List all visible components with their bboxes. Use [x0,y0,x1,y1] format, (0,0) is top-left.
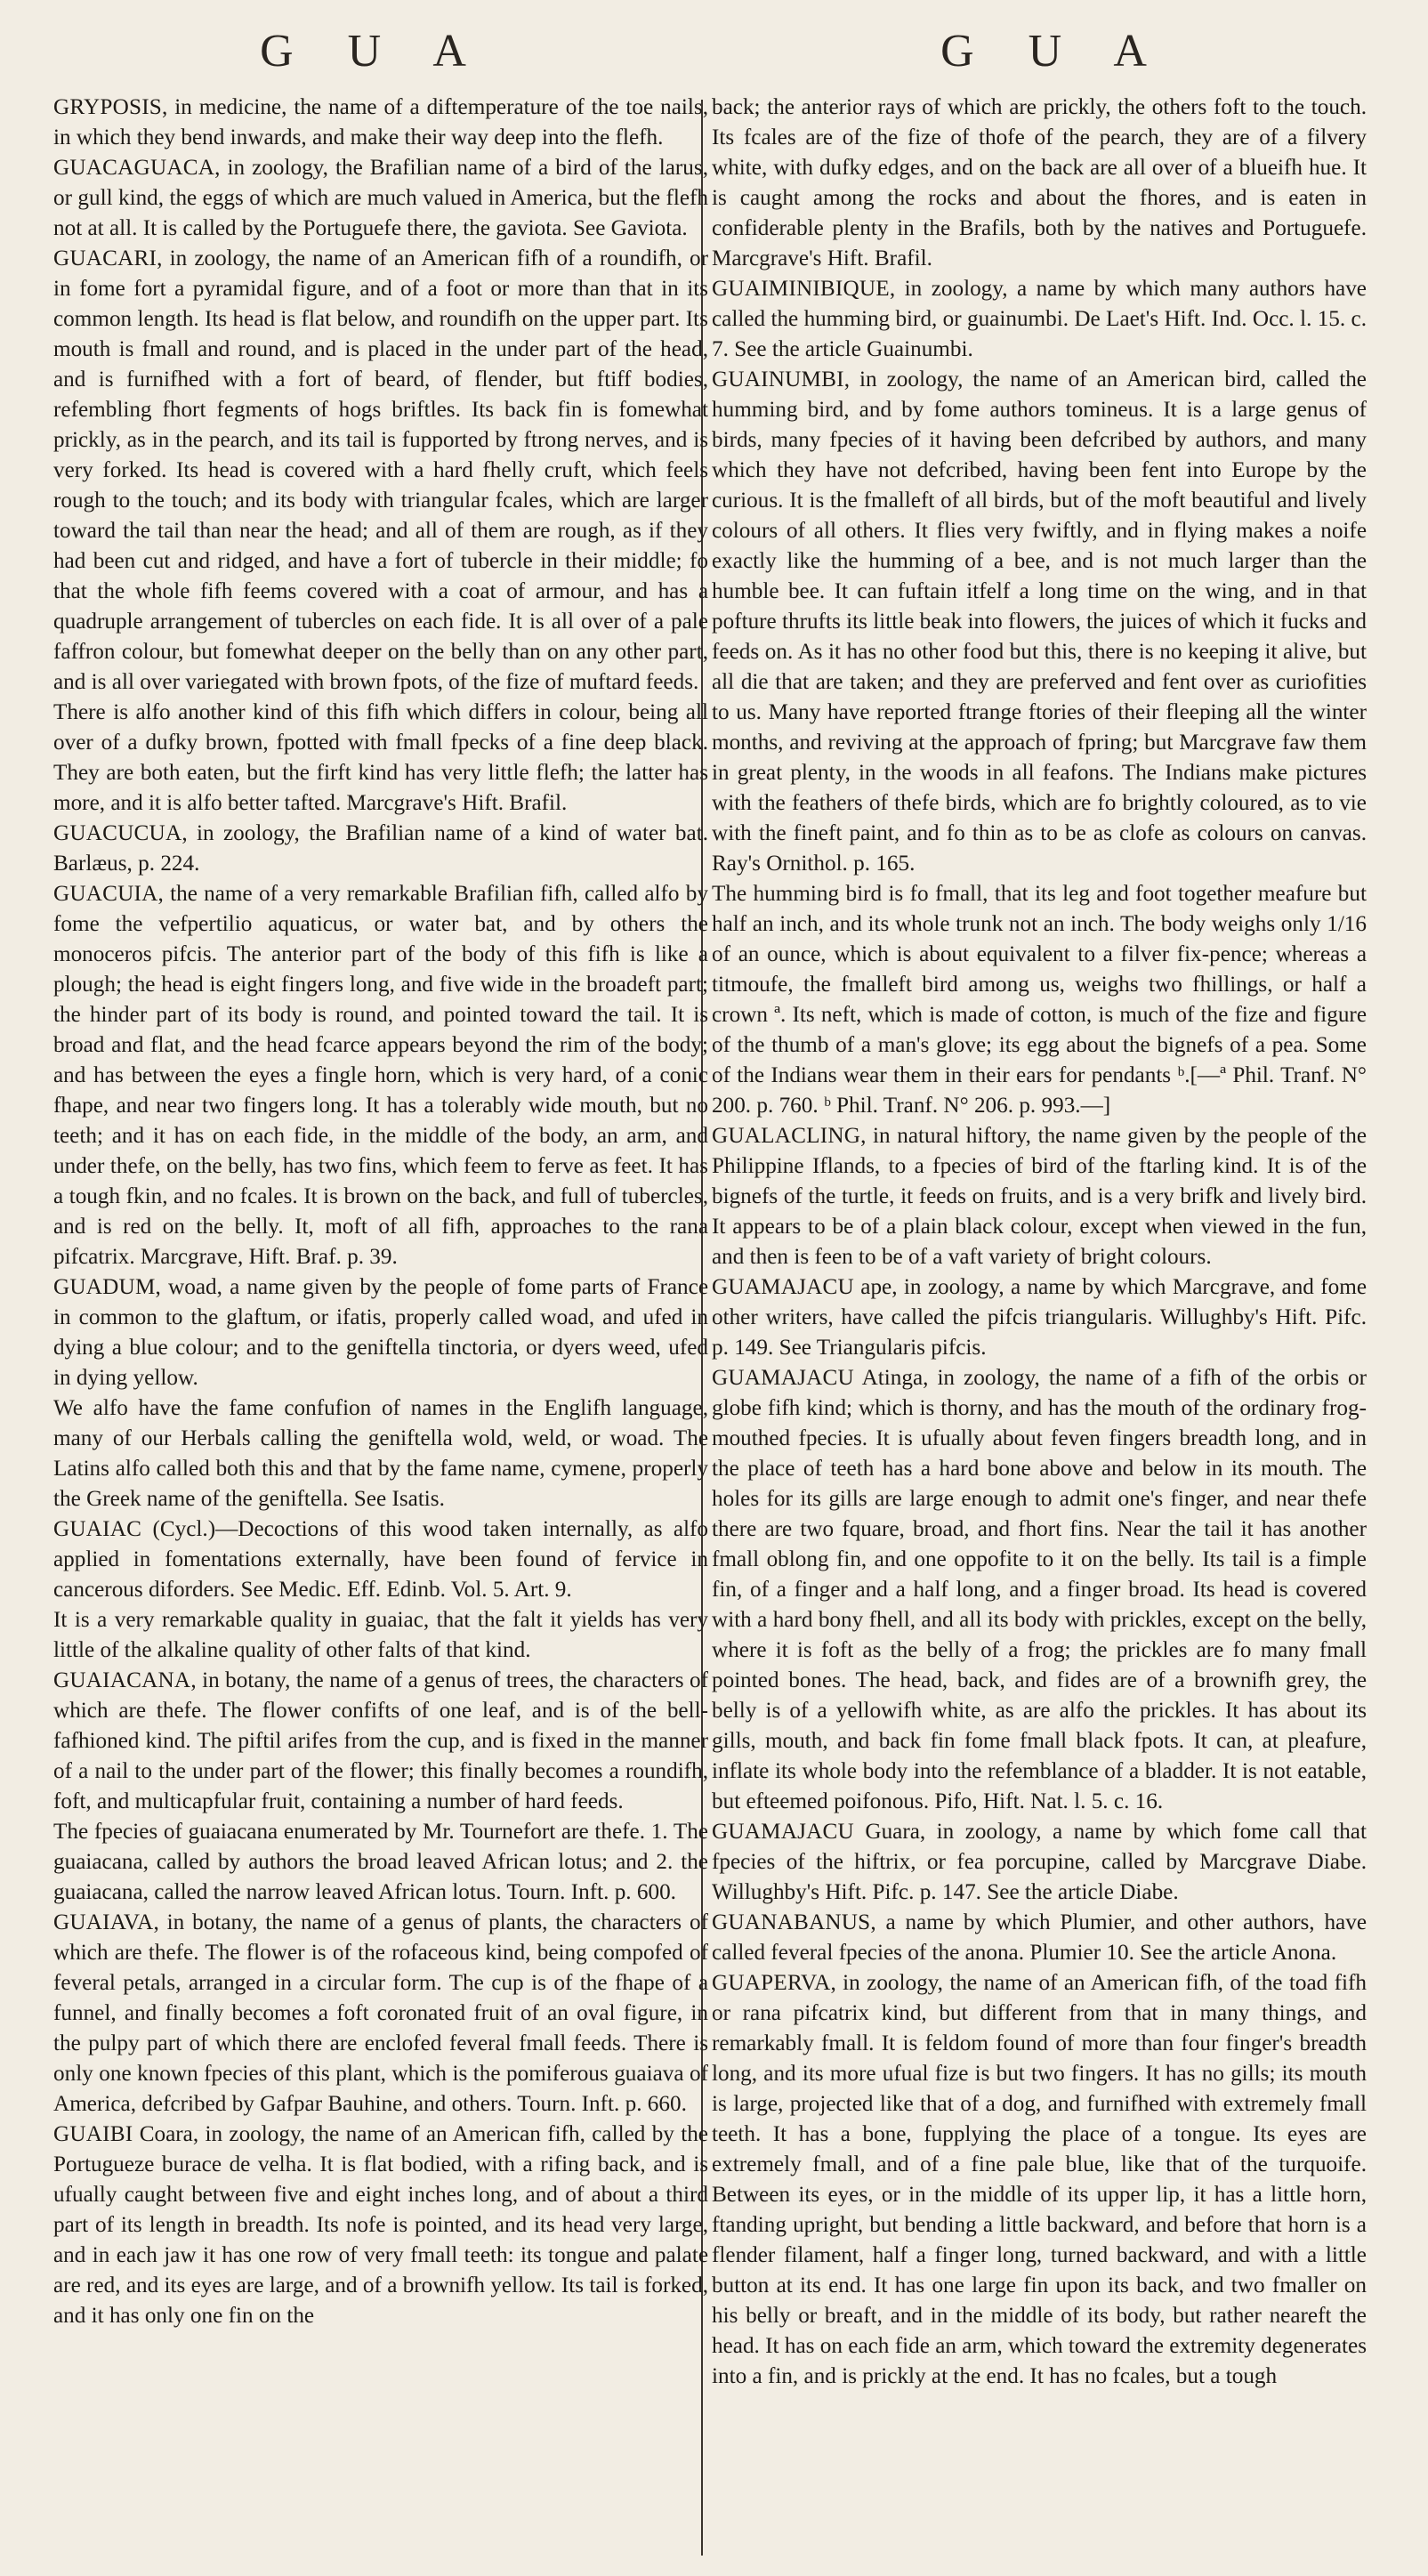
entry-text: back; the anterior rays of which are prickly, the others foft to the touch. Its fcales are of the fize of thofe of the pearch, they are of a filvery white, with dufky edges, and on the back are all over of a blueifh hue. It is caught among the rocks and about the fhores, and is eaten in confiderable plenty in the Brafils, both by the natives and Portuguefe. Marcgrave's Hift. Brafil. [712,95,1367,271]
headword: GUAIACANA [53,1668,191,1692]
headword: GUAMAJACU [712,1820,854,1844]
left-column [53,93,708,2562]
entry [53,1908,708,2120]
entry [53,1514,708,1605]
headword: GUAMAJACU [712,1275,854,1299]
running-head-left: G U A [260,26,488,77]
entry-text: , in botany, the name of a genus of trees, the characters of which are thefe. The flower confifts of one leaf, and is of the bell-fafhioned kind. The piftil arifes from the cup, and is fixed in the manner of a nail to the under part of the flower; this finally becomes a roundifh, foft, and multicapfular fruit, containing a number of hard feeds. [53,1668,708,1813]
entry-text: , a name by which Plumier, and other authors, have called feveral fpecies of the anona. Plumier 10. See the article Anona. [712,1910,1367,1965]
headword: GUACUIA [53,882,158,906]
entry [712,1121,1367,1272]
entry [53,2120,708,2331]
entry-text: The fpecies of guaiacana enumerated by Mr. Tournefort are thefe. 1. The guaiacana, called by authors the broad leaved African lotus; and 2. the guaiacana, called the narrow leaved African lotus. Tourn. Inft. p. 600. [53,1820,708,1904]
entry-continuation [53,698,708,819]
entry [712,1908,1367,1968]
entry-text: Guara, in zoology, a name by which fome call that fpecies of the hiftrix, or fea porcupine, called by Marcgrave Diabe. Willughby's Hift. Pifc. p. 147. See the article Diabe. [712,1820,1367,1904]
headword: GUACARI [53,246,157,271]
entry-text: It is a very remarkable quality in guaiac, that the falt it yields has very little of the alkaline quality of other falts of that kind. [53,1608,708,1662]
headword: GUAMAJACU [712,1366,854,1390]
entry-continuation [712,879,1367,1121]
entry-continuation [53,1605,708,1666]
entry-text: , in zoology, the Brafilian name of a bird of the larus, or gull kind, the eggs of which are much valued in America, but the flefh not at all. It is called by the Portuguefe there, the gaviota. See Gaviota. [53,156,708,240]
running-head-right: G U A [940,26,1168,77]
headword: GUAIBI [53,2122,133,2146]
entry-text: , in medicine, the name of a diftemperature of the toe nails, in which they bend inwards, and make their way deep into the flefh. [53,95,708,149]
entry-text: , in zoology, the name of an American fifh, of the toad fifh or rana pifcatrix kind, but different from that in many things, and remarkably fmall. It is feldom found of more than four finger's breadth long, and its more ufual fize is but two fingers. It has no gills; its mouth is large, projected like that of a dog, and furnifhed with extremely fmall teeth. It has a bone, fupplying the place of a tongue. Its eyes are extremely fmall, and of a fine pale blue, like that of the turquoife. Between its eyes, or in the middle of its upper lip, it has a little horn, ftanding upright, but bending a little backward, and before that horn is a flender filament, half a finger long, turned backward, and with a little button at its end. It has one large fin upon its back, and two fmaller on his belly or breaft, and in the middle of its body, but rather neareft the head. It has on each fide an arm, which toward the extremity degenerates into a fin, and is prickly at the end. It has no fcales, but a tough [712,1971,1367,2388]
headword: GRYPOSIS [53,95,162,119]
entry-continuation [53,1817,708,1908]
entry-text: ape, in zoology, a name by which Marcgrave, and fome other writers, have called the pifcis triangularis. Willughby's Hift. Pifc. p. 149. See Triangularis pifcis. [712,1275,1367,1360]
headword: GUACAGUACA [53,156,215,180]
headword: GUACUCUA [53,821,182,845]
running-heads [0,25,1428,78]
headword: GUAIAVA [53,1910,154,1934]
entry [712,1272,1367,1363]
entry-text: The humming bird is fo fmall, that its leg and foot together meafure but half an inch, and its whole trunk not an inch. The body weighs only 1/16 of an ounce, which is about equivalent to a filver fix-pence; whereas a titmoufe, the fmalleft bird among us, weighs two fhillings, or half a crown ª. Its neft, which is made of cotton, is much of the fize and figure of the thumb of a man's glove; its egg about the bignefs of a pea. Some of the Indians wear them in their ears for pendants ᵇ.[—ª Phil. Tranf. N° 200. p. 760. ᵇ Phil. Tranf. N° 206. p. 993.—] [712,882,1367,1118]
right-column [712,93,1367,2562]
headword: GUAINUMBI [712,367,844,392]
entry-text: Coara, in zoology, the name of an American fifh, called by the Portugueze burace de velha. It is flat bodied, with a rifing back, and is ufually caught between five and eight inches long, and of about a third part of its length in breadth. Its nofe is pointed, and its head very large, and in each jaw it has one row of very fmall teeth: its tongue and palate are red, and its eyes are large, and of a brownifh yellow. Its tail is forked, and it has only one fin on the [53,2122,708,2328]
entry-text: We alfo have the fame confufion of names in the Englifh language, many of our Herbals calling the geniftella wold, weld, or woad. The Latins alfo called both this and that by the fame name, cymene, properly the Greek name of the geniftella. See Isatis. [53,1396,708,1511]
entry [712,1968,1367,2392]
entry [53,1272,708,1393]
headword: GUANABANUS [712,1910,871,1934]
entry [53,153,708,244]
headword: GUAPERVA [712,1971,831,1995]
entry [712,1363,1367,1817]
entry-text: (Cycl.)—Decoctions of this wood taken internally, as alfo applied in fomentations externally, have been found of fervice in cancerous diforders. See Medic. Eff. Edinb. Vol. 5. Art. 9. [53,1517,708,1602]
entry-text: , in botany, the name of a genus of plants, the characters of which are thefe. The flower is of the rofaceous kind, being compofed of feveral petals, arranged in a circular form. The cup is of the fhape of a funnel, and finally becomes a foft coronated fruit of an oval figure, in the pulpy part of which there are enclofed feveral fmall feeds. There is only one known fpecies of this plant, which is the pomiferous guaiava of America, defcribed by Gafpar Bauhine, and others. Tourn. Inft. p. 660. [53,1910,708,2116]
headword: GUAIMINIBIQUE [712,277,890,301]
entry [53,93,708,153]
entry-text: , woad, a name given by the people of fome parts of France in common to the glaftum, or ifatis, properly called woad, and ufed in dying a blue colour; and to the geniftella tinctoria, or dyers weed, ufed in dying yellow. [53,1275,708,1390]
entry-text: , in zoology, a name by which many authors have called the humming bird, or guainumbi. De Laet's Hift. Ind. Occ. l. 15. c. 7. See the article Guainumbi. [712,277,1367,361]
entry-text: , in zoology, the name of an American fifh of a roundifh, or in fome fort a pyramidal figure, and of a foot or more than that in its common length. Its head is flat below, and roundifh on the upper part. Its mouth is fmall and round, and is placed in the under part of the head, and is furnifhed with a fort of beard, of flender, but ftiff bodies, refembling fhort fegments of hogs briftles. Its back fin is fomewhat prickly, as in the pearch, and its tail is fupported by ftrong nerves, and is very forked. Its head is covered with a hard fhelly cruft, which feels rough to the touch; and its body with triangular fcales, which are larger toward the tail than near the head; and all of them are rough, as if they had been cut and ridged, and have a fort of tubercle in their middle; fo that the whole fifh feems covered with a coat of armour, and has a quadruple arrangement of tubercles on each fide. It is all over of a pale faffron colour, but fomewhat deeper on the belly than on any other part, and is all over variegated with brown fpots, of the fize of muftard feeds. [53,246,708,694]
entry [712,1817,1367,1908]
headword: GUAIAC [53,1517,142,1541]
entry-text: Atinga, in zoology, the name of a fifh of the orbis or globe fifh kind; which is thorny, and has the mouth of the ordinary frog-mouthed fpecies. It is ufually about feven fingers breadth long, and in the place of teeth has a hard bone above and below in its mouth. The holes for its gills are large enough to admit one's finger, and near thefe there are two fquare, broad, and fhort fins. Near the tail it has another fmall oblong fin, and one oppofite to it on the belly. Its tail is a fimple fin, of a finger and a half long, and a finger broad. Its head is covered with a hard bony fhell, and all its body with prickles, except on the belly, where it is foft as the belly of a frog; the prickles are fo many fmall pointed bones. The head, back, and fides are of a brownifh grey, the belly is of a yellowifh white, as are alfo the prickles. It has about its gills, mouth, and back fin fome fmall black fpots. It can, at pleafure, inflate its whole body into the refemblance of a bladder. It is not eatable, but efteemed poifonous. Pifo, Hift. Nat. l. 5. c. 16. [712,1366,1367,1813]
entry-continuation [712,93,1367,274]
entry-text: , the name of a very remarkable Brafilian fifh, called alfo by fome the vefpertilio aquaticus, or water bat, and by others the monoceros pifcis. The anterior part of the body of this fifh is like a plough; the head is eight fingers long, and five wide in the broadeft part; the hinder part of its body is round, and pointed toward the tail. It is broad and flat, and the head fcarce appears beyond the rim of the body; and has between the eyes a fingle horn, which is very hard, of a conic fhape, and near two fingers long. It has a tolerably wide mouth, but no teeth; and it has on each fide, in the middle of the body, an arm, and under thefe, on the belly, has two fins, which feem to ferve as feet. It has a tough fkin, and no fcales. It is brown on the back, and full of tubercles, and is red on the belly. It, moft of all fifh, approaches to the rana pifcatrix. Marcgrave, Hift. Braf. p. 39. [53,882,708,1269]
headword: GUALACLING [712,1124,861,1148]
entry [53,879,708,1272]
entry [712,274,1367,365]
entry [712,365,1367,879]
entry [53,819,708,879]
entry-text: , in natural hiftory, the name given by the people of the Philippine Iflands, to a fpecies of bird of the ftarling kind. It is of the bignefs of the turtle, it feeds on fruits, and is a very brifk and lively bird. It appears to be of a plain black colour, except when viewed in the fun, and then is feen to be of a vaft variety of bright colours. [712,1124,1367,1269]
headword: GUADUM [53,1275,156,1299]
entry-continuation [53,1393,708,1514]
entry [53,244,708,698]
entry-text: , in zoology, the Brafilian name of a kind of water bat. Barlæus, p. 224. [53,821,708,876]
entry [53,1666,708,1817]
entry-text: , in zoology, the name of an American bird, called the humming bird, and by fome authors tomineus. It is a large genus of birds, many fpecies of it having been defcribed by authors, and many which they have not defcribed, having been fent into Europe by the curious. It is the fmalleft of all birds, but of the moft beautiful and lively colours of all others. It flies very fwiftly, and in flying makes a noife exactly like the humming of a bee, and is not much larger than the humble bee. It can fuftain itfelf a long time on the wing, and in that pofture thrufts its little beak into flowers, the juices of which it fucks and feeds on. As it has no other food but this, there is no keeping it alive, but all die that are taken; and they are preferved and fent over as curiofities to us. Many have reported ftrange ftories of their fleeping all the winter months, and reviving at the approach of fpring; but Marcgrave faw them in great plenty, in the woods in all feafons. The Indians make pictures with the feathers of thefe birds, which are fo brightly coloured, as to vie with the fineft paint, and fo thin as to be as clofe as colours on canvas. Ray's Ornithol. p. 165. [712,367,1367,876]
entry-text: There is alfo another kind of this fifh which differs in colour, being all over of a dufky brown, fpotted with fmall fpecks of a fine deep black. They are both eaten, but the firft kind has very little flefh; the latter has more, and it is alfo better tafted. Marcgrave's Hift. Brafil. [53,700,708,815]
